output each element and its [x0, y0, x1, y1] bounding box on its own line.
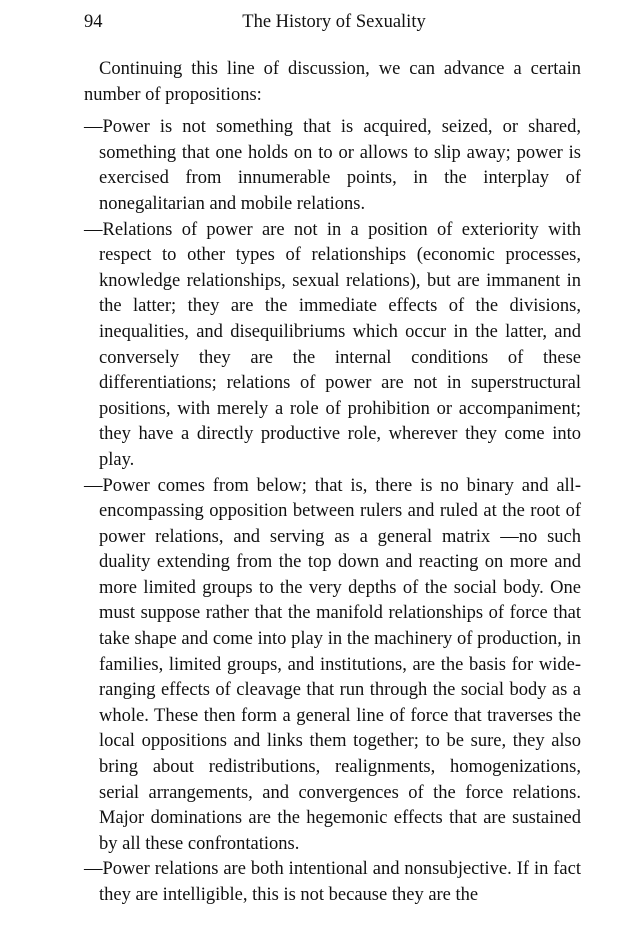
- running-title: The History of Sexuality: [242, 12, 426, 32]
- proposition-power-from-below: —Power comes from below; that is, there is no binary and all-encompassing opposition between rulers and ruled at the root of power relations, and serving as a general matrix —no such duality extending from the top down and reacting on more and more limited groups to the very depths of the social body. One must suppose rather that the manifold relationships of force that take shape and come into play in the machinery of production, in families, limited groups, and institutions, are the basis for wide-ranging effects of cleavage that run through the social body as a whole. These then form a general line of force that traverses the local oppositions and links them together; to be sure, they also bring about redistributions, realignments, homogenizations, serial arrangements, and convergences of the force relations. Major dominations are the hegemonic effects that are sustained by all these confrontations.: [84, 475, 581, 854]
- proposition-power-not-acquired: —Power is not something that is acquired, seized, or shared, something that one holds on to or allows to slip away; power is exercised from innumerable points, in the interplay of nonegalitarian and mobile relations.: [84, 117, 581, 214]
- page-header: [84, 12, 584, 38]
- body-text: [84, 57, 581, 909]
- proposition-relations-of-power: —Relations of power are not in a position of exteriority with respect to other types of relationships (economic processes, knowledge relationships, sexual relations), but are immanent in the latter; they are the immediate effects of the divisions, inequalities, and disequilibriums which occur in the latter, and conversely they are the internal conditions of these differentiations; relations of power are not in superstructural positions, with merely a role of prohibition or accompaniment; they have a directly productive role, wherever they come into play.: [84, 219, 581, 470]
- lead-paragraph: Continuing this line of discussion, we can advance a certain number of propositions:: [84, 59, 581, 105]
- proposition-intentional-nonsubjective: —Power relations are both intentional and nonsubjective. If in fact they are intelligible, this is not because they are the: [84, 859, 581, 905]
- page-number: 94: [84, 12, 103, 32]
